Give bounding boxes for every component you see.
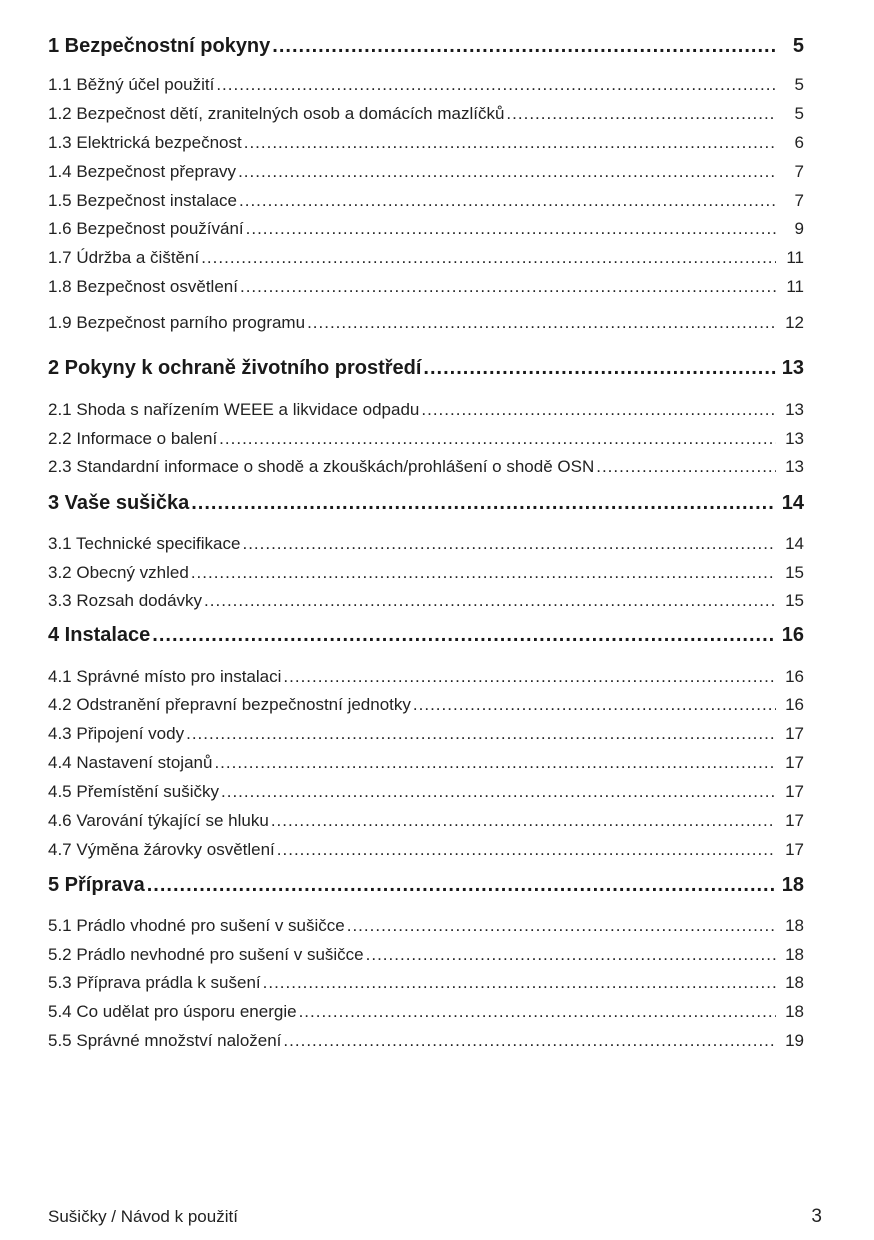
toc-entry-title: 3.1 Technické specifikace (48, 534, 241, 553)
toc-section-entry[interactable] (48, 73, 804, 97)
toc-section-entry[interactable] (48, 914, 804, 938)
toc-entry-title: 4.5 Přemístění sušičky (48, 782, 220, 801)
toc-entry-page: 11 (786, 248, 804, 267)
toc-section-entry[interactable] (48, 246, 804, 270)
toc-entry-title: 4 Instalace (48, 624, 151, 646)
toc-dot-leader (214, 751, 776, 775)
toc-entry-title: 1 Bezpečnostní pokyny (48, 35, 271, 57)
toc-dot-leader (191, 490, 776, 516)
toc-entry-page: 19 (785, 1031, 804, 1050)
toc-dot-leader (263, 971, 776, 995)
toc-dot-leader (244, 131, 776, 155)
toc-entry-title: 1.3 Elektrická bezpečnost (48, 133, 242, 152)
toc-dot-leader (413, 693, 776, 717)
toc-chapter-entry[interactable] (48, 622, 804, 648)
toc-entry-page: 18 (785, 916, 804, 935)
toc-dot-leader (147, 872, 776, 898)
toc-entry-title: 1.8 Bezpečnost osvětlení (48, 277, 238, 296)
toc-dot-leader (240, 275, 776, 299)
toc-dot-leader (271, 809, 776, 833)
toc-entry-page: 18 (785, 1002, 804, 1021)
toc-section-entry[interactable] (48, 561, 804, 585)
toc-entry-title: 1.7 Údržba a čištění (48, 248, 200, 267)
toc-section-entry[interactable] (48, 532, 804, 556)
toc-entry-page: 7 (794, 162, 804, 181)
toc-dot-leader (423, 355, 776, 381)
toc-entry-page: 18 (785, 973, 804, 992)
toc-entry-page: 16 (785, 667, 804, 686)
toc-entry-page: 18 (781, 874, 804, 896)
toc-entry-page: 17 (785, 724, 804, 743)
toc-chapter-entry[interactable] (48, 355, 804, 381)
toc-dot-leader (506, 102, 776, 126)
toc-dot-leader (239, 189, 776, 213)
toc-dot-leader (272, 33, 776, 59)
toc-entry-page: 5 (794, 75, 804, 94)
toc-dot-leader (204, 589, 776, 613)
toc-entry-title: 5 Příprava (48, 874, 145, 896)
toc-dot-leader (219, 427, 776, 451)
toc-dot-leader (238, 160, 776, 184)
toc-entry-page: 17 (785, 840, 804, 859)
toc-chapter-entry[interactable] (48, 33, 804, 59)
toc-entry-title: 1.2 Bezpečnost dětí, zranitelných osob a domácích mazlíčků (48, 104, 505, 123)
page-number: 3 (811, 1206, 822, 1227)
toc-entry-page: 13 (781, 357, 804, 379)
toc-entry-page: 6 (794, 133, 804, 152)
toc-entry-title: 2.3 Standardní informace o shodě a zkouškách/prohlášení o shodě OSN (48, 457, 595, 476)
toc-entry-page: 5 (794, 104, 804, 123)
toc-dot-leader (347, 914, 776, 938)
toc-entry-title: 1.5 Bezpečnost instalace (48, 191, 238, 210)
toc-entry-page: 13 (785, 457, 804, 476)
toc-dot-leader (283, 665, 776, 689)
toc-section-entry[interactable] (48, 780, 804, 804)
toc-entry-title: 3.2 Obecný vzhled (48, 563, 189, 582)
toc-entry-title: 1.1 Běžný účel použití (48, 75, 215, 94)
toc-entry-page: 7 (794, 191, 804, 210)
toc-entry-title: 3 Vaše sušička (48, 492, 190, 514)
toc-entry-title: 4.4 Nastavení stojanů (48, 753, 213, 772)
toc-section-entry[interactable] (48, 809, 804, 833)
toc-dot-leader (421, 398, 776, 422)
toc-chapter-entry[interactable] (48, 490, 804, 516)
toc-entry-title: 5.4 Co udělat pro úsporu energie (48, 1002, 297, 1021)
toc-section-entry[interactable] (48, 217, 804, 241)
toc-dot-leader (186, 722, 776, 746)
toc-entry-title: 1.4 Bezpečnost přepravy (48, 162, 237, 181)
toc-dot-leader (307, 311, 776, 335)
toc-entry-page: 5 (792, 35, 804, 57)
toc-section-entry[interactable] (48, 589, 804, 613)
toc-entry-page: 16 (785, 695, 804, 714)
toc-entry-title: 4.6 Varování týkající se hluku (48, 811, 269, 830)
toc-entry-page: 13 (785, 429, 804, 448)
toc-entry-title: 1.9 Bezpečnost parního programu (48, 313, 306, 332)
toc-dot-leader (216, 73, 776, 97)
toc-section-entry[interactable] (48, 693, 804, 717)
toc-entry-page: 18 (785, 945, 804, 964)
toc-entry-title: 2 Pokyny k ochraně životního prostředí (48, 357, 422, 379)
toc-section-entry[interactable] (48, 665, 804, 689)
toc-section-entry[interactable] (48, 275, 804, 299)
toc-dot-leader (366, 943, 776, 967)
toc-dot-leader (152, 622, 776, 648)
toc-entry-page: 16 (781, 624, 804, 646)
toc-entry-page: 14 (781, 492, 804, 514)
toc-section-entry[interactable] (48, 131, 804, 155)
toc-entry-page: 9 (794, 219, 804, 238)
toc-section-entry[interactable] (48, 838, 804, 862)
toc-entry-title: 4.1 Správné místo pro instalaci (48, 667, 282, 686)
toc-chapter-entry[interactable] (48, 872, 804, 898)
toc-entry-title: 5.1 Prádlo vhodné pro sušení v sušičce (48, 916, 345, 935)
toc-section-entry[interactable] (48, 1000, 804, 1024)
toc-dot-leader (299, 1000, 776, 1024)
toc-entry-page: 17 (785, 753, 804, 772)
toc-entry-page: 15 (785, 563, 804, 582)
toc-dot-leader (596, 455, 776, 479)
toc-entry-page: 17 (785, 782, 804, 801)
toc-section-entry[interactable] (48, 971, 804, 995)
toc-section-entry[interactable] (48, 189, 804, 213)
toc-dot-leader (277, 838, 776, 862)
toc-section-entry[interactable] (48, 455, 804, 479)
toc-entry-title: 4.3 Připojení vody (48, 724, 185, 743)
toc-entry-title: 5.2 Prádlo nevhodné pro sušení v sušičce (48, 945, 364, 964)
toc-entry-page: 11 (786, 277, 804, 296)
toc-section-entry[interactable] (48, 160, 804, 184)
toc-entry-page: 12 (785, 313, 804, 332)
toc-entry-title: 4.2 Odstranění přepravní bezpečnostní jednotky (48, 695, 411, 714)
toc-section-entry[interactable] (48, 398, 804, 422)
toc-entry-title: 4.7 Výměna žárovky osvětlení (48, 840, 275, 859)
toc-dot-leader (246, 217, 776, 241)
toc-entry-title: 3.3 Rozsah dodávky (48, 591, 203, 610)
toc-entry-page: 14 (785, 534, 804, 553)
toc-dot-leader (191, 561, 776, 585)
toc-section-entry[interactable] (48, 722, 804, 746)
toc-entry-title: 2.1 Shoda s nařízením WEEE a likvidace odpadu (48, 400, 420, 419)
footer-title: Sušičky / Návod k použití (48, 1207, 238, 1226)
toc-section-entry[interactable] (48, 427, 804, 451)
toc-dot-leader (201, 246, 776, 270)
toc-entry-page: 17 (785, 811, 804, 830)
toc-section-entry[interactable] (48, 311, 804, 335)
toc-entry-page: 13 (785, 400, 804, 419)
toc-section-entry[interactable] (48, 751, 804, 775)
toc-entry-page: 15 (785, 591, 804, 610)
toc-section-entry[interactable] (48, 943, 804, 967)
toc-dot-leader (283, 1029, 776, 1053)
toc-section-entry[interactable] (48, 102, 804, 126)
toc-entry-title: 5.3 Příprava prádla k sušení (48, 973, 261, 992)
toc-entry-title: 1.6 Bezpečnost používání (48, 219, 244, 238)
toc-section-entry[interactable] (48, 1029, 804, 1053)
toc-entry-title: 5.5 Správné množství naložení (48, 1031, 282, 1050)
toc-dot-leader (242, 532, 776, 556)
toc-entry-title: 2.2 Informace o balení (48, 429, 218, 448)
toc-dot-leader (221, 780, 776, 804)
